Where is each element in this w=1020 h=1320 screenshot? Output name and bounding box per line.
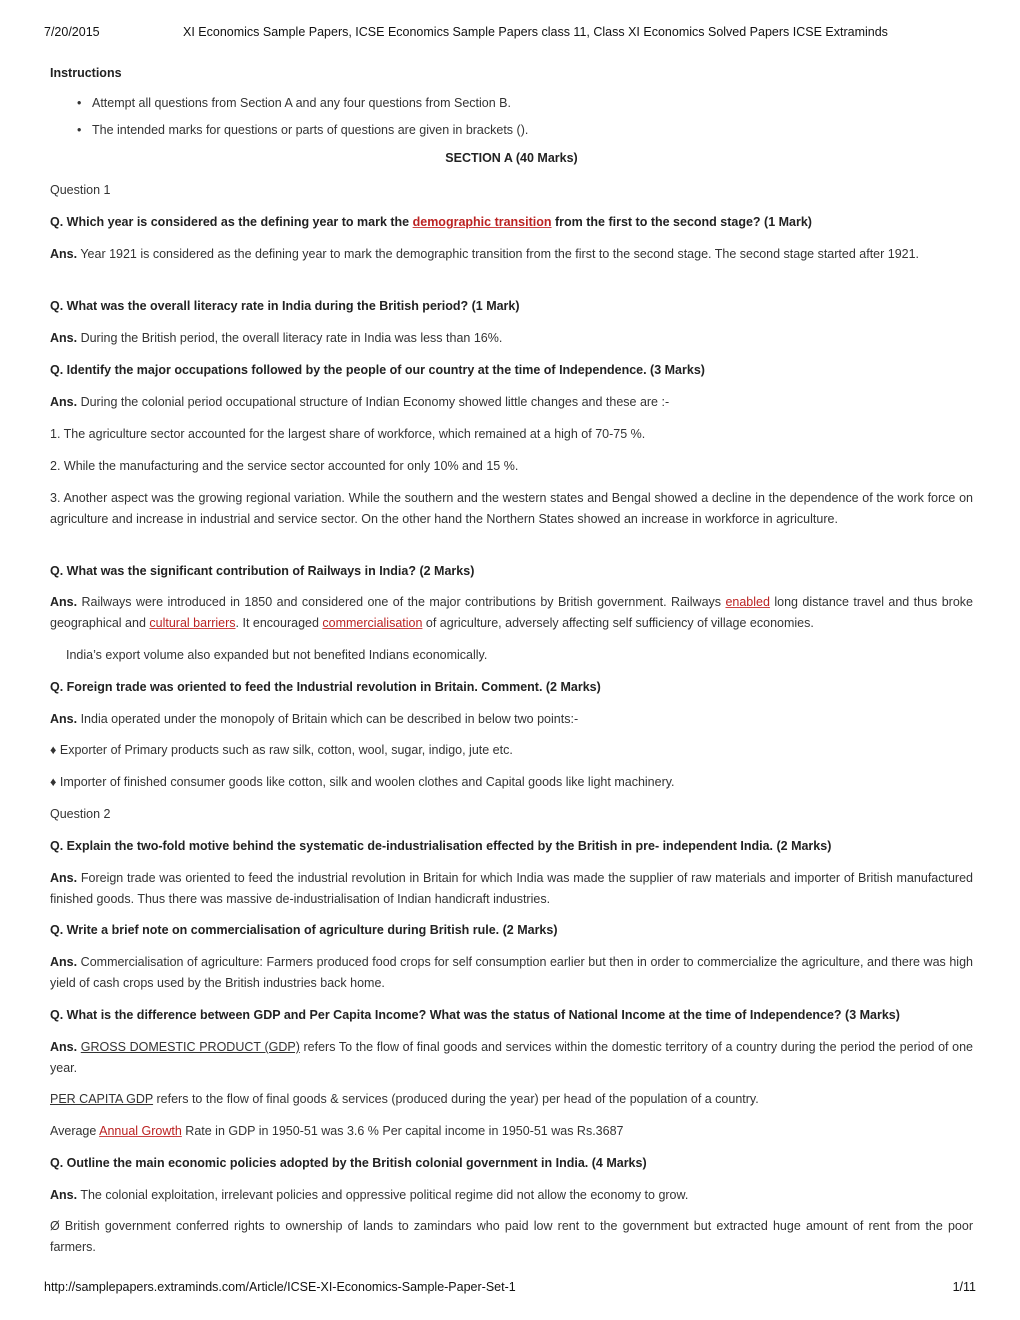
- footer-url: http://samplepapers.extraminds.com/Article/ICSE-XI-Economics-Sample-Paper-Set-1: [44, 1280, 516, 1294]
- commercialisation-link[interactable]: commercialisation: [322, 615, 423, 630]
- print-date: 7/20/2015: [44, 25, 100, 39]
- instructions-heading: Instructions: [50, 66, 122, 80]
- answer-text: Ans. India operated under the monopoly of Britain which can be described in below two points:-: [50, 712, 579, 726]
- answer-point: 1. The agriculture sector accounted for the largest share of workforce, which remained at a high of 70-75 %.: [50, 427, 646, 441]
- enabled-link[interactable]: enabled: [725, 595, 770, 609]
- answer-text: Ans. Commercialisation of agriculture: Farmers produced food crops for self consumption earlier but then in order to commercialize the agriculture, and there was high yield of cash crops used by the British industries back home.: [50, 955, 973, 990]
- answer-text: Ans. During the colonial period occupational structure of Indian Economy showed little changes and these are :-: [50, 395, 670, 409]
- per-capita-gdp-link[interactable]: PER CAPITA GDP: [50, 1092, 154, 1106]
- question-label: Question 1: [50, 183, 111, 197]
- question-text: Q. Explain the two-fold motive behind the systematic de-industrialisation effected by the British in pre- independent India. (2 Marks): [50, 839, 832, 853]
- instruction-item: • The intended marks for questions or parts of questions are given in brackets ().: [50, 120, 1015, 141]
- answer-point: 3. Another aspect was the growing regional variation. While the southern and the western states and Bengal showed a decline in the dependence of the work force on agriculture and increase in industrial and service sector. On the other hand the Northern States showed an increase in workforce in agriculture.: [50, 491, 973, 526]
- answer-point: Ø British government conferred rights to ownership of lands to zamindars who paid low rent to the government but extracted huge amount of rent from the poor farmers.: [50, 1219, 973, 1254]
- annual-growth-link[interactable]: Annual Growth: [99, 1124, 182, 1138]
- question-text: Q. Foreign trade was oriented to feed the Industrial revolution in Britain. Comment. (2 Marks): [50, 680, 601, 694]
- answer-text: Ans. The colonial exploitation, irrelevant policies and oppressive political regime did not allow the economy to grow.: [50, 1188, 689, 1202]
- answer-text: India’s export volume also expanded but not benefited Indians economically.: [66, 648, 488, 662]
- question-label: Question 2: [50, 807, 111, 821]
- question-text: Q. Identify the major occupations followed by the people of our country at the time of Independence. (3 Marks): [50, 363, 705, 377]
- answer-point: ♦ Exporter of Primary products such as raw silk, cotton, wool, sugar, indigo, jute etc.: [50, 743, 513, 757]
- section-heading: SECTION A (40 Marks): [445, 151, 578, 165]
- answer-point: ♦ Importer of finished consumer goods like cotton, silk and woolen clothes and Capital goods like light machinery.: [50, 775, 675, 789]
- answer-point: 2. While the manufacturing and the service sector accounted for only 10% and 15 %.: [50, 459, 519, 473]
- instruction-item: • Attempt all questions from Section A and any four questions from Section B.: [50, 93, 1015, 114]
- answer-text: Ans. Foreign trade was oriented to feed the industrial revolution in Britain for which India was made the supplier of raw materials and importer of British manufactured finished goods. Thus there was massive de-industrialisation of Indian handicraft industries.: [50, 871, 973, 906]
- answer-text: Ans. During the British period, the overall literacy rate in India was less than 16%.: [50, 331, 503, 345]
- cultural-barriers-link[interactable]: cultural barriers: [149, 615, 236, 630]
- answer-text: Ans. GROSS DOMESTIC PRODUCT (GDP) refers To the flow of final goods and services within the domestic territory of a country during the period the period of one year.: [50, 1040, 974, 1075]
- question-text: Q. What was the significant contribution of Railways in India? (2 Marks): [50, 564, 475, 578]
- question-text: Q. What was the overall literacy rate in India during the British period? (1 Mark): [50, 299, 520, 313]
- question-text: Q. Which year is considered as the defining year to mark the demographic transition from the first to the second stage? (1 Mark): [50, 215, 812, 229]
- question-text: Q. Outline the main economic policies adopted by the British colonial government in India. (4 Marks): [50, 1156, 647, 1170]
- answer-text: Average Annual Growth Rate in GDP in 1950-51 was 3.6 % Per capital income in 1950-51 was Rs.3687: [50, 1124, 624, 1138]
- demographic-transition-link[interactable]: demographic transition: [412, 215, 552, 229]
- print-title: XI Economics Sample Papers, ICSE Economics Sample Papers class 11, Class XI Economics Solved Papers ICSE Extraminds: [183, 25, 888, 39]
- page-number: 1/11: [952, 1280, 976, 1294]
- answer-text: Ans. Railways were introduced in 1850 and considered one of the major contributions by British government. Railways enabled long distance travel and thus broke geographical and cultural barriers. It encouraged commercialisation of agriculture, adversely affecting self sufficiency of village economies.: [50, 595, 973, 630]
- answer-text: Ans. Year 1921 is considered as the defining year to mark the demographic transition from the first to the second stage. The second stage started after 1921.: [50, 247, 920, 261]
- answer-text: PER CAPITA GDP refers to the flow of final goods & services (produced during the year) per head of the population of a country.: [50, 1092, 759, 1106]
- question-text: Q. What is the difference between GDP and Per Capita Income? What was the status of National Income at the time of Independence? (3 Marks): [50, 1008, 900, 1022]
- question-text: Q. Write a brief note on commercialisation of agriculture during British rule. (2 Marks): [50, 923, 558, 937]
- gdp-link[interactable]: GROSS DOMESTIC PRODUCT (GDP): [80, 1040, 300, 1054]
